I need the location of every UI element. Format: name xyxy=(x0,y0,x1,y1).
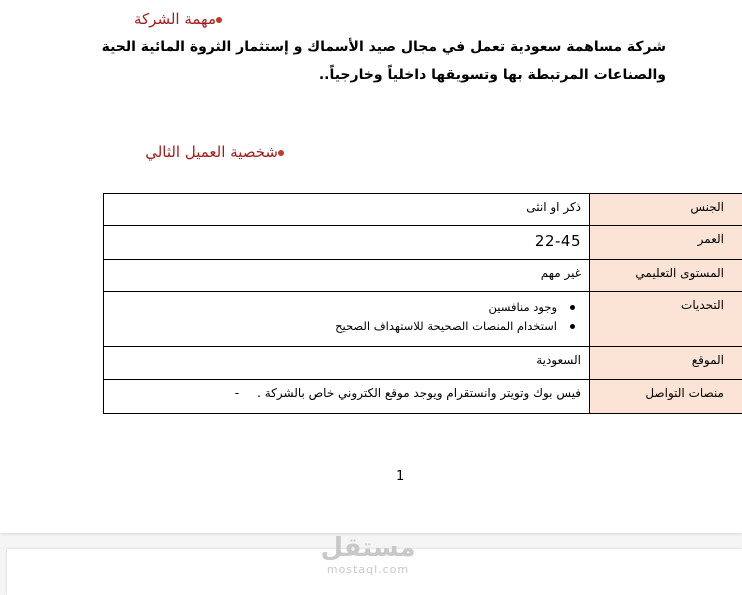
row-label: الموقع xyxy=(590,347,742,380)
dash-marker: - xyxy=(234,386,240,400)
row-label: التحديات xyxy=(590,292,742,347)
persona-heading-text: شخصية العميل الثالي xyxy=(145,143,278,161)
persona-table xyxy=(103,193,742,414)
mission-heading xyxy=(134,9,234,29)
heading-bullet-icon xyxy=(216,17,222,23)
mostaql-watermark-logo xyxy=(318,533,418,585)
heading-bullet-icon xyxy=(278,150,284,156)
row-value: ذكر او انثى xyxy=(104,194,590,226)
row-value: غير مهم xyxy=(104,260,590,292)
table-row xyxy=(104,347,742,380)
table-row xyxy=(104,194,742,226)
row-value xyxy=(104,380,590,414)
row-label: الجنس xyxy=(590,194,742,226)
row-label: العمر xyxy=(590,226,742,260)
platforms-text: فيس بوك وتويتر وانستقرام ويوجد موقع الكتروني خاص بالشركة . xyxy=(257,386,581,400)
list-item: استخدام المنصات الصحيحة للاستهداف الصحيح xyxy=(112,317,557,336)
mission-heading-text: مهمة الشركة xyxy=(133,10,216,28)
watermark-latin: mostaql.com xyxy=(326,563,410,576)
table-row xyxy=(104,292,742,347)
row-value: 22-45 xyxy=(104,226,590,260)
mission-text: شركة مساهمة سعودية تعمل في مجال صيد الأسماك و إستثمار الثروة المائية الحية والصناعات المرتبطة بها وتسويقها داخلياً وخارجياً.. xyxy=(101,39,666,83)
table-row xyxy=(104,380,742,414)
table-row xyxy=(104,226,742,260)
persona-heading xyxy=(145,142,296,162)
table-row xyxy=(104,260,742,292)
page-number: 1 xyxy=(396,469,405,484)
list-item: وجود منافسين xyxy=(112,298,557,317)
row-label: المستوى التعليمي xyxy=(590,260,742,292)
row-value xyxy=(104,292,590,347)
watermark-arabic: مستقل xyxy=(320,533,416,563)
row-value: السعودية xyxy=(104,347,590,380)
challenges-list xyxy=(112,298,581,336)
row-label: منصات التواصل xyxy=(590,380,742,414)
